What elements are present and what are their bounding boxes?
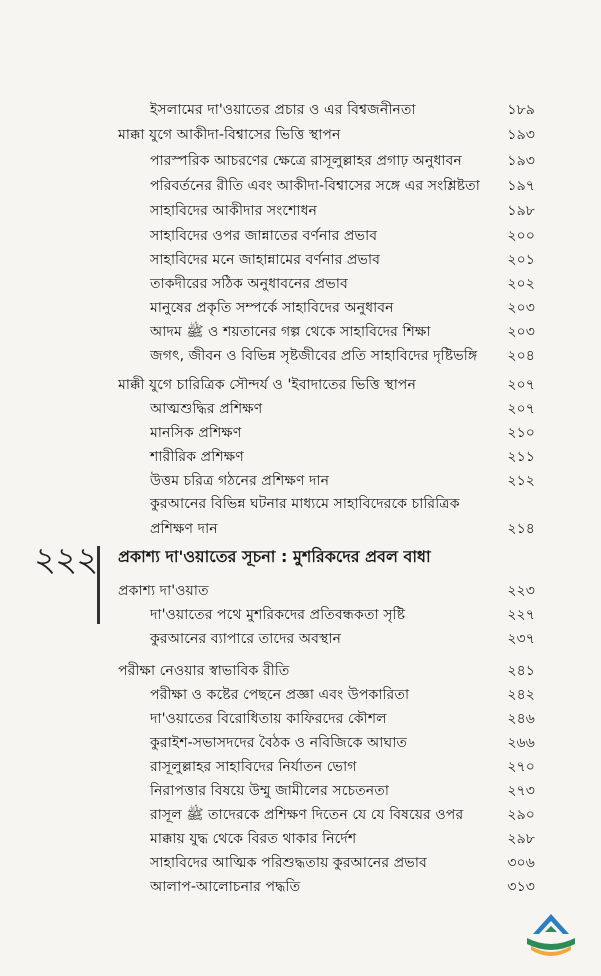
toc-entry-title: মানসিক প্রশিক্ষণ [150, 425, 242, 441]
toc-entry-title: প্রকাশ্য দা'ওয়াত [118, 583, 209, 599]
toc-entry-title: রাসূল ﷺ তাদেরকে প্রশিক্ষণ দিতেন যে যে বিষয়ের ওপর [150, 807, 464, 823]
toc-entry-page: ২১১ [507, 449, 535, 465]
toc-entry-title: সাহাবিদের আকীদার সংশোধন [150, 203, 318, 219]
chapter-number: ২২২ [34, 540, 98, 580]
toc-entry-title: মাক্কী যুগে চারিত্রিক সৌন্দর্য ও 'ইবাদাতের ভিত্তি স্থাপন [118, 377, 416, 393]
toc-entry-title: পরীক্ষা নেওয়ার স্বাভাবিক রীতি [118, 663, 290, 679]
toc-entry-page: ২১০ [507, 425, 535, 441]
toc-entry-title: কুরআনের বিভিন্ন ঘটনার মাধ্যমে সাহাবিদেরকে চারিত্রিক [150, 496, 460, 512]
toc-entry-page: ২৯০ [507, 807, 535, 823]
toc-entry-title: দা'ওয়াতের বিরোধিতায় কাফিরদের কৌশল [150, 711, 387, 727]
toc-entry-title: ইসলামের দা'ওয়াতের প্রচার ও এর বিশ্বজনীনতা [150, 102, 416, 118]
toc-entry-title: সাহাবিদের মনে জাহান্নামের বর্ণনার প্রভাব [150, 252, 381, 268]
toc-entry-page: ২০১ [507, 252, 535, 268]
toc-entry-title: কুরআনের ব্যাপারে তাদের অবস্থান [150, 631, 342, 647]
toc-entry-title: সাহাবিদের ওপর জান্নাতের বর্ণনার প্রভাব [150, 228, 378, 244]
toc-entry-title: পরিবর্তনের রীতি এবং আকীদা-বিশ্বাসের সঙ্গে এর সংশ্লিষ্টতা [150, 178, 480, 194]
chapter-divider [97, 546, 100, 624]
toc-entry-title: আলাপ-আলোচনার পদ্ধতি [150, 879, 301, 895]
toc-entry-page: ৩০৬ [507, 855, 535, 871]
toc-entry-page: ২২৩ [507, 583, 535, 599]
toc-entry-page: ২০৪ [507, 348, 535, 364]
toc-entry-title: কুরাইশ-সভাসদদের বৈঠক ও নবিজিকে আঘাত [150, 735, 408, 751]
toc-entry-title: দা'ওয়াতের পথে মুশরিকদের প্রতিবন্ধকতা সৃষ্টি [150, 607, 406, 623]
toc-entry-title: আত্মশুদ্ধির প্রশিক্ষণ [150, 401, 263, 417]
toc-entry-title: জগৎ, জীবন ও বিভিন্ন সৃষ্টজীবের প্রতি সাহাবিদের দৃষ্টিভঙ্গি [150, 348, 478, 364]
toc-entry-page: ২১৪ [507, 521, 535, 537]
toc-entry-page: ১৮৯ [507, 102, 535, 118]
toc-entry-title: মাক্কায় যুদ্ধ থেকে বিরত থাকার নির্দেশ [150, 831, 357, 847]
toc-entry-page: ২০৩ [507, 324, 535, 340]
toc-entry-title: মানুষের প্রকৃতি সম্পর্কে সাহাবিদের অনুধাবন [150, 300, 394, 316]
toc-entry-page: ১৯৭ [507, 178, 535, 194]
toc-entry-title: মাক্কা যুগে আকীদা-বিশ্বাসের ভিত্তি স্থাপন [118, 127, 341, 143]
toc-entry-page: ২৩৭ [507, 631, 535, 647]
toc-entry-title: সাহাবিদের আত্মিক পরিশুদ্ধতায় কুরআনের প্রভাব [150, 855, 427, 871]
toc-entry-page: ৩১৩ [507, 879, 535, 895]
toc-entry-page: ২৭০ [507, 759, 535, 775]
toc-entry-page: ২০৩ [507, 300, 535, 316]
toc-entry-page: ২৪২ [507, 687, 535, 703]
toc-entry-page: ২৭৩ [507, 783, 535, 799]
toc-entry-title: রাসূলুল্লাহর সাহাবিদের নির্যাতন ভোগ [150, 759, 357, 775]
toc-entry-title: পারস্পরিক আচরণের ক্ষেত্রে রাসূলুল্লাহর প্রগাঢ় অনুধাবন [150, 153, 462, 169]
toc-entry-page: ২৪১ [507, 663, 535, 679]
toc-entry-page: ২৯৮ [507, 831, 535, 847]
toc-entry-title: তাকদীরের সঠিক অনুধাবনের প্রভাব [150, 276, 348, 292]
publisher-logo-icon [519, 908, 583, 964]
toc-entry-title: আদম ﷺ ও শয়তানের গল্প থেকে সাহাবিদের শিক্ষা [150, 324, 431, 340]
chapter-title: প্রকাশ্য দা'ওয়াতের সূচনা : মুশরিকদের প্রবল বাধা [118, 547, 431, 566]
toc-entry-page: ১৯৮ [507, 203, 535, 219]
toc-entry-page: ২০০ [507, 228, 535, 244]
toc-entry-title: শারীরিক প্রশিক্ষণ [150, 449, 244, 465]
toc-entry-page: ২০৭ [507, 377, 535, 393]
toc-entry-page: ২১২ [507, 473, 535, 489]
toc-entry-page: ১৯৩ [507, 153, 535, 169]
toc-entry-title: নিরাপত্তার বিষয়ে উম্মু জামীলের সচেতনতা [150, 783, 390, 799]
toc-entry-page: ২৬৬ [507, 735, 535, 751]
toc-entry-page: ১৯৩ [507, 127, 535, 143]
toc-entry-title: উত্তম চরিত্র গঠনের প্রশিক্ষণ দান [150, 473, 330, 489]
toc-entry-page: ২০৭ [507, 401, 535, 417]
toc-entry-page: ২০২ [507, 276, 535, 292]
toc-entry-page: ২৪৬ [507, 711, 535, 727]
toc-entry-page: ২২৭ [507, 607, 535, 623]
toc-entry-title: পরীক্ষা ও কষ্টের পেছনে প্রজ্ঞা এবং উপকারিতা [150, 687, 410, 703]
toc-entry-title: প্রশিক্ষণ দান [150, 521, 218, 537]
